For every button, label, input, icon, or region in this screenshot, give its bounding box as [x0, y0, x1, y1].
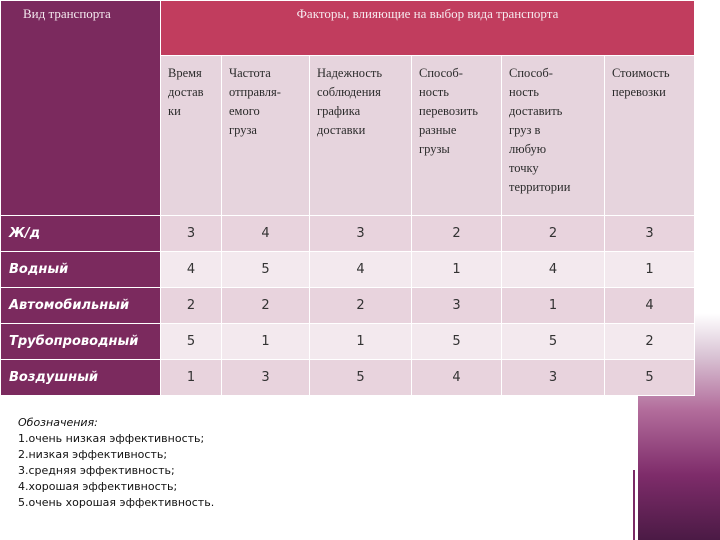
- factor-header-line: отправля-: [229, 85, 281, 100]
- factor-header-line: достав: [168, 85, 204, 100]
- table-row: [1, 216, 695, 252]
- transport-type-label: Воздушный: [1, 360, 161, 396]
- factor-header-line: Надежность: [317, 66, 383, 81]
- rating-cell: 3: [605, 216, 695, 252]
- rating-cell: 1: [222, 324, 310, 360]
- header-factors: Факторы, влияющие на выбор вида транспорта: [161, 1, 695, 56]
- factor-header-line: грузы: [419, 142, 450, 157]
- rating-cell: 3: [412, 288, 502, 324]
- factor-header-line: любую: [509, 142, 547, 157]
- rating-cell: 2: [222, 288, 310, 324]
- factor-column-header: [605, 56, 695, 216]
- rating-cell: 2: [412, 216, 502, 252]
- transport-type-label: Трубопроводный: [1, 324, 161, 360]
- factor-header-line: доставки: [317, 123, 366, 138]
- factor-header-line: графика: [317, 104, 361, 119]
- factor-header-line: Время: [168, 66, 202, 81]
- rating-cell: 1: [412, 252, 502, 288]
- legend-item: 4.хорошая эффективность;: [18, 480, 178, 493]
- legend-title: Обозначения:: [18, 416, 98, 429]
- rating-cell: 2: [605, 324, 695, 360]
- factor-header-line: Частота: [229, 66, 271, 81]
- factor-header-line: ность: [419, 85, 449, 100]
- rating-cell: 4: [161, 252, 222, 288]
- rating-cell: 5: [412, 324, 502, 360]
- rating-cell: 4: [310, 252, 412, 288]
- rating-cell: 1: [161, 360, 222, 396]
- rating-cell: 1: [310, 324, 412, 360]
- factor-header-line: соблюдения: [317, 85, 381, 100]
- factor-header-line: ность: [509, 85, 539, 100]
- factor-header-line: груз в: [509, 123, 541, 138]
- factor-header-line: емого: [229, 104, 260, 119]
- rating-cell: 2: [502, 216, 605, 252]
- factor-header-line: территории: [509, 180, 571, 195]
- header-transport-type: Вид транспорта: [1, 1, 161, 216]
- table-row: [1, 252, 695, 288]
- factor-column-header: [222, 56, 310, 216]
- factor-header-line: доставить: [509, 104, 563, 119]
- factor-header-line: Способ-: [509, 66, 553, 81]
- table-row: [1, 324, 695, 360]
- factor-header-line: Способ-: [419, 66, 463, 81]
- factor-header-line: разные: [419, 123, 457, 138]
- transport-type-label: Автомобильный: [1, 288, 161, 324]
- factor-column-header: [161, 56, 222, 216]
- transport-type-label: Ж/д: [1, 216, 161, 252]
- rating-cell: 3: [222, 360, 310, 396]
- legend-item: 2.низкая эффективность;: [18, 448, 168, 461]
- rating-cell: 4: [605, 288, 695, 324]
- factor-header-line: перевозить: [419, 104, 478, 119]
- rating-cell: 5: [222, 252, 310, 288]
- rating-cell: 3: [502, 360, 605, 396]
- transport-type-label: Водный: [1, 252, 161, 288]
- factor-column-header: [310, 56, 412, 216]
- rating-cell: 2: [161, 288, 222, 324]
- factor-header-line: груза: [229, 123, 257, 138]
- rating-cell: 1: [605, 252, 695, 288]
- rating-cell: 1: [502, 288, 605, 324]
- rating-cell: 3: [310, 216, 412, 252]
- factor-column-header: [502, 56, 605, 216]
- rating-cell: 4: [502, 252, 605, 288]
- rating-cell: 5: [605, 360, 695, 396]
- table-row: [1, 288, 695, 324]
- factor-header-line: перевозки: [612, 85, 666, 100]
- rating-cell: 4: [412, 360, 502, 396]
- rating-cell: 3: [161, 216, 222, 252]
- rating-cell: 5: [502, 324, 605, 360]
- factor-header-line: ки: [168, 104, 181, 119]
- legend-item: 1.очень низкая эффективность;: [18, 432, 205, 445]
- decorative-side-line: [633, 470, 635, 540]
- legend: [18, 415, 618, 511]
- rating-cell: 4: [222, 216, 310, 252]
- factor-column-header: [412, 56, 502, 216]
- factor-header-line: точку: [509, 161, 539, 176]
- factor-header-line: Стоимость: [612, 66, 670, 81]
- rating-cell: 5: [161, 324, 222, 360]
- legend-item: 5.очень хорошая эффективность.: [18, 496, 215, 509]
- rating-cell: 2: [310, 288, 412, 324]
- legend-item: 3.средняя эффективность;: [18, 464, 175, 477]
- rating-cell: 5: [310, 360, 412, 396]
- table-row: [1, 360, 695, 396]
